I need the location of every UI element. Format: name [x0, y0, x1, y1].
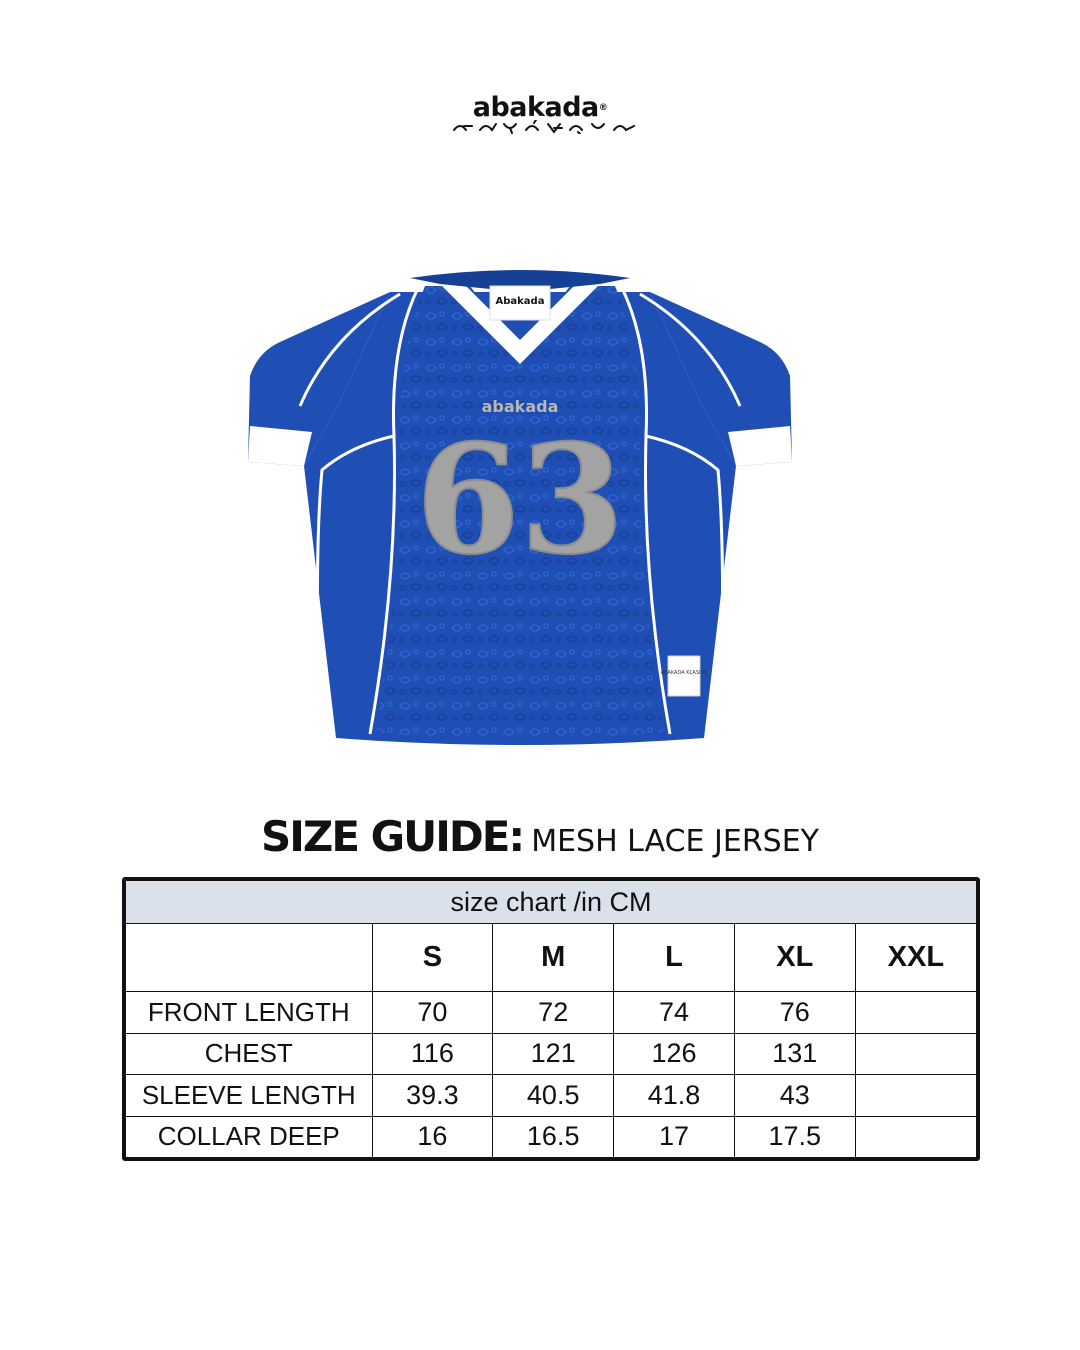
table-cell: 17	[614, 1116, 735, 1157]
row-label: COLLAR DEEP	[126, 1116, 372, 1157]
table-cell: 43	[734, 1075, 855, 1116]
size-header-row	[126, 924, 976, 992]
size-header-m: M	[493, 924, 614, 992]
size-header-xl: XL	[734, 924, 855, 992]
table-cell	[855, 992, 976, 1033]
jersey-hem-tag	[668, 656, 700, 696]
table-cell	[855, 1116, 976, 1157]
table-cell: 76	[734, 992, 855, 1033]
table-cell: 41.8	[614, 1075, 735, 1116]
jersey-neck-label-text: Abakada	[495, 296, 545, 307]
table-row-sleeve-length	[126, 1075, 976, 1116]
header-blank-cell	[126, 924, 372, 992]
table-cell: 17.5	[734, 1116, 855, 1157]
size-guide-heading: SIZE GUIDE:	[261, 812, 524, 861]
table-cell: 40.5	[493, 1075, 614, 1116]
size-chart-table	[122, 877, 980, 1161]
brand-logo-wordmark: abakada®	[472, 92, 608, 123]
table-cell	[855, 1075, 976, 1116]
table-cell: 131	[734, 1033, 855, 1074]
table-cell: 16	[372, 1116, 493, 1157]
table-row-chest	[126, 1033, 976, 1074]
jersey-chest-wordmark: abakada	[481, 397, 559, 416]
registered-mark: ®	[598, 103, 608, 113]
row-label: SLEEVE LENGTH	[126, 1075, 372, 1116]
size-header-xxl: XXL	[855, 924, 976, 992]
table-row-collar-deep	[126, 1116, 976, 1157]
table-cell: 70	[372, 992, 493, 1033]
row-label: CHEST	[126, 1033, 372, 1074]
table-cell: 39.3	[372, 1075, 493, 1116]
table-cell: 116	[372, 1033, 493, 1074]
jersey-hem-tag-text: ABAKADA KLASIKO	[660, 670, 708, 676]
jersey-right-cuff	[728, 426, 792, 466]
product-name: MESH LACE JERSEY	[531, 824, 819, 859]
table-cell: 74	[614, 992, 735, 1033]
brand-logo	[0, 94, 1080, 138]
table-cell: 16.5	[493, 1116, 614, 1157]
table-cell: 126	[614, 1033, 735, 1074]
brand-logo-script	[450, 120, 640, 134]
jersey-image	[240, 256, 800, 750]
size-chart-caption: size chart /in CM	[126, 881, 976, 924]
jersey-left-cuff	[248, 426, 312, 466]
size-header-s: S	[372, 924, 493, 992]
table-row-front-length	[126, 992, 976, 1033]
jersey-number: 63	[415, 412, 625, 588]
table-cell: 72	[493, 992, 614, 1033]
row-label: FRONT LENGTH	[126, 992, 372, 1033]
table-cell	[855, 1033, 976, 1074]
size-guide-title	[0, 812, 1080, 861]
table-cell: 121	[493, 1033, 614, 1074]
size-header-l: L	[614, 924, 735, 992]
